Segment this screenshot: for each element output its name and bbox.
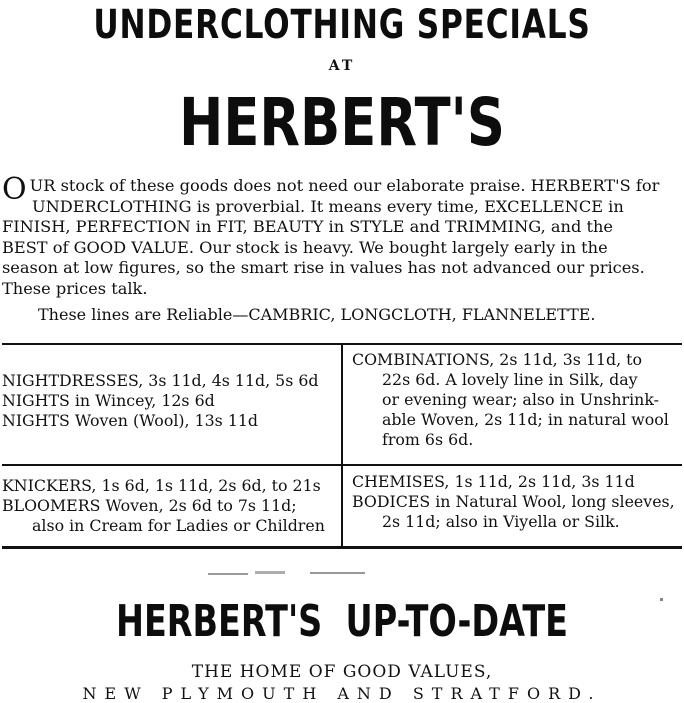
intro-line: These prices talk. — [2, 278, 148, 298]
at-text: AT — [328, 58, 356, 74]
listing-line: NIGHTS in Wincey, 12s 6d — [2, 391, 215, 410]
bottom-divider — [2, 546, 682, 549]
print-speck — [255, 571, 285, 574]
listing-line: COMBINATIONS, 2s 11d, 3s 11d, to — [352, 350, 643, 369]
print-speck — [208, 573, 248, 575]
store-name: HERBERT'S — [179, 84, 505, 161]
listing-line: 22s 6d. A lovely line in Silk, day — [382, 370, 638, 389]
combinations-listing — [352, 350, 682, 450]
listing-line: NIGHTS Woven (Wool), 13s 11d — [2, 411, 259, 430]
locations: NEW PLYMOUTH AND STRATFORD. — [82, 684, 602, 703]
print-speck — [310, 572, 365, 574]
print-speck — [660, 598, 663, 601]
listing-line: or evening wear; also in Unshrink- — [382, 390, 659, 409]
listing-line: BLOOMERS Woven, 2s 6d to 7s 11d; — [2, 496, 297, 515]
ad-title: UNDERCLOTHING SPECIALS — [93, 2, 591, 48]
chemises-listing — [352, 472, 682, 532]
nightdresses-listing — [2, 371, 338, 431]
listing-line: 2s 11d; also in Viyella or Silk. — [382, 512, 620, 531]
intro-line: season at low figures, so the smart rise in values has not advanced our prices. — [2, 258, 645, 278]
listing-line: NIGHTDRESSES, 3s 11d, 4s 11d, 5s 6d — [2, 371, 319, 390]
intro-line: BEST of GOOD VALUE. Our stock is heavy. We bought largely early in the — [2, 237, 608, 257]
knickers-listing — [2, 476, 338, 536]
intro-line: UNDERCLOTHING is proverbial. It means every time, EXCELLENCE in — [32, 196, 624, 216]
listing-line: from 6s 6d. — [382, 430, 474, 449]
slogan: HERBERT'S UP-TO-DATE — [115, 596, 569, 647]
intro-line: UR stock of these goods does not need our elaborate praise. HERBERT'S for — [29, 176, 660, 195]
listing-line: also in Cream for Ladies or Children — [32, 516, 325, 535]
intro-line: FINISH, PERFECTION in FIT, BEAUTY in STYLE and TRIMMING, and the — [2, 217, 613, 237]
listing-line: CHEMISES, 1s 11d, 2s 11d, 3s 11d — [352, 472, 635, 491]
column-divider — [341, 343, 343, 546]
tagline: THE HOME OF GOOD VALUES, — [191, 662, 493, 682]
listing-line: BODICES in Natural Wool, long sleeves, — [352, 492, 675, 511]
listing-line: KNICKERS, 1s 6d, 1s 11d, 2s 6d, to 21s — [2, 476, 321, 495]
reliable-line: These lines are Reliable—CAMBRIC, LONGCLOTH, FLANNELETTE. — [38, 305, 596, 324]
listing-line: able Woven, 2s 11d; in natural wool — [382, 410, 669, 429]
intro-paragraph — [2, 172, 682, 300]
drop-cap: O — [2, 172, 27, 207]
